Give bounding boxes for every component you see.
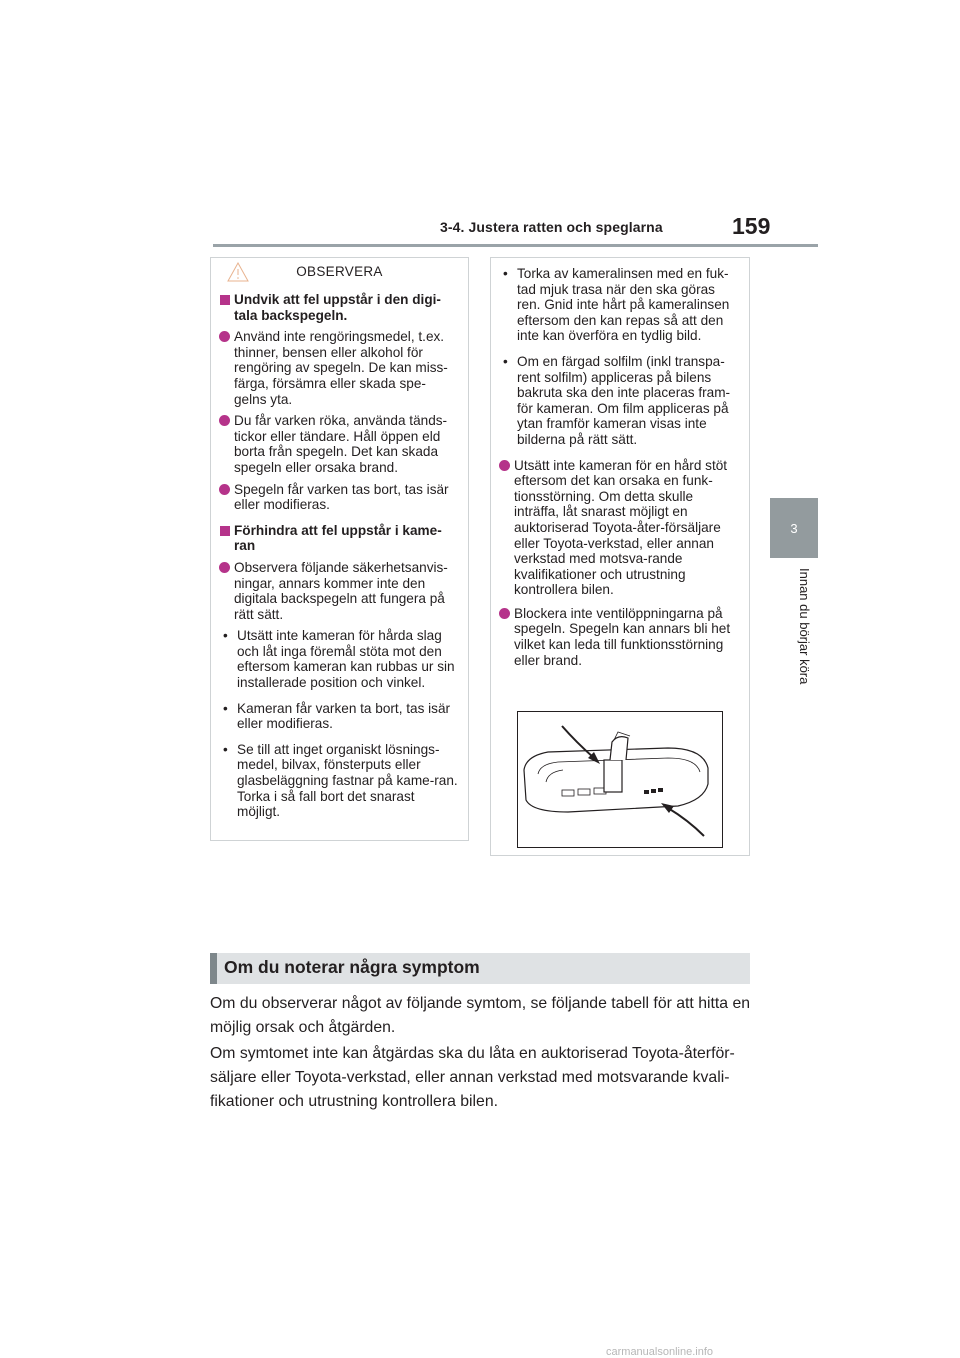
square-bullet-icon (220, 526, 230, 536)
section-title: 3-4. Justera ratten och speglarna (440, 219, 663, 235)
notice-box (210, 257, 469, 841)
sub-list-item: • Utsätt inte kameran för hårda slag och låt inga föremål stöta mot den eftersom kameran kan rubbas ur sin installerade position och vinkel. (223, 628, 455, 691)
list-item: Spegeln får varken tas bort, tas isär eller modifieras. (219, 482, 458, 513)
round-bullet-icon (219, 562, 230, 573)
watermark: carmanualsonline.info (606, 1346, 714, 1358)
body-paragraph: Om symtomet inte kan åtgärdas ska du låta en auktoriserad Toyota-återför-säljare eller Toyota-verkstad, eller annan verkstad med motsvarande kvali-fikationer och utrustning kontrollera bilen. (210, 1045, 735, 1110)
round-bullet-icon (219, 484, 230, 495)
mirror-diagram (517, 711, 723, 848)
notice-header (211, 258, 468, 286)
notice-heading: Undvik att fel uppstår i den digi-tala backspegeln. (219, 292, 458, 323)
page-number: 159 (732, 213, 771, 239)
mirror-illustration (518, 712, 722, 847)
notice-heading: Förhindra att fel uppstår i kame-ran (219, 523, 458, 554)
warning-icon (227, 262, 249, 282)
chapter-tab (770, 498, 818, 558)
list-item: Använd inte rengöringsmedel, t.ex. thinner, bensen eller alkohol för rengöring av spegeln. De kan miss-färga, försämra eller skada spe-gelns yta. (219, 329, 458, 407)
sub-list-item: • Kameran får varken ta bort, tas isär eller modifieras. (223, 700, 451, 732)
round-bullet-icon (219, 415, 230, 426)
sub-list-item: • Torka av kameralinsen med en fuk-tad mjuk trasa när den ska göras ren. Gnid inte hårt på kameralinsen eftersom den kan repas så att den inte kan överföra en tydlig bild. (503, 266, 730, 344)
round-bullet-icon (219, 331, 230, 342)
body-paragraph: Om du observerar något av följande symtom, se följande tabell för att hitta en möjlig orsak och åtgärden. (210, 995, 751, 1036)
round-bullet-icon (499, 608, 510, 619)
round-bullet-icon (499, 460, 510, 471)
chapter-label: Innan du börjar köra (797, 568, 812, 685)
list-item: Du får varken röka, använda tänds-tickor eller tändare. Håll öppen eld borta från spegeln. Det kan skada spegeln eller orsaka brand. (219, 413, 458, 475)
list-item: Utsätt inte kameran för en hård stöt eftersom det kan orsaka en funk-tionsstörning. Om detta skulle inträffa, låt snarast möjligt en auktoriserad Toyota-åter-försäljare eller Toyota-verkstad, eller annan verkstad med motsva-rande kvalifikationer och utrustning kontrollera bilen. (499, 458, 739, 598)
notice-title: OBSERVERA (296, 264, 383, 280)
list-item: Observera följande säkerhetsanvis-ningar, annars kommer inte den digitala backspegeln att fungera på rätt sätt. (219, 560, 458, 622)
square-bullet-icon (220, 295, 230, 305)
sub-list-item: • Om en färgad solfilm (inkl transpa-rent solfilm) appliceras på bilens bakruta ska den inte placeras fram-för kameran. Om film appliceras på ytan framför kameran visas inte bilderna på rätt sätt. (503, 353, 731, 447)
header-divider (213, 244, 818, 247)
chapter-number: 3 (790, 520, 798, 536)
section-heading: Om du noterar några symptom (210, 953, 750, 984)
sub-list-item: • Se till att inget organiskt lösnings-medel, bilvax, fönsterputs eller glasbeläggning fastnar på kame-ran. Torka i så fall bort det snarast möjligt. (223, 741, 458, 820)
list-item: Blockera inte ventilöppningarna på spegeln. Spegeln kan annars bli het vilket kan leda till funktionsstörning eller brand. (499, 606, 739, 668)
